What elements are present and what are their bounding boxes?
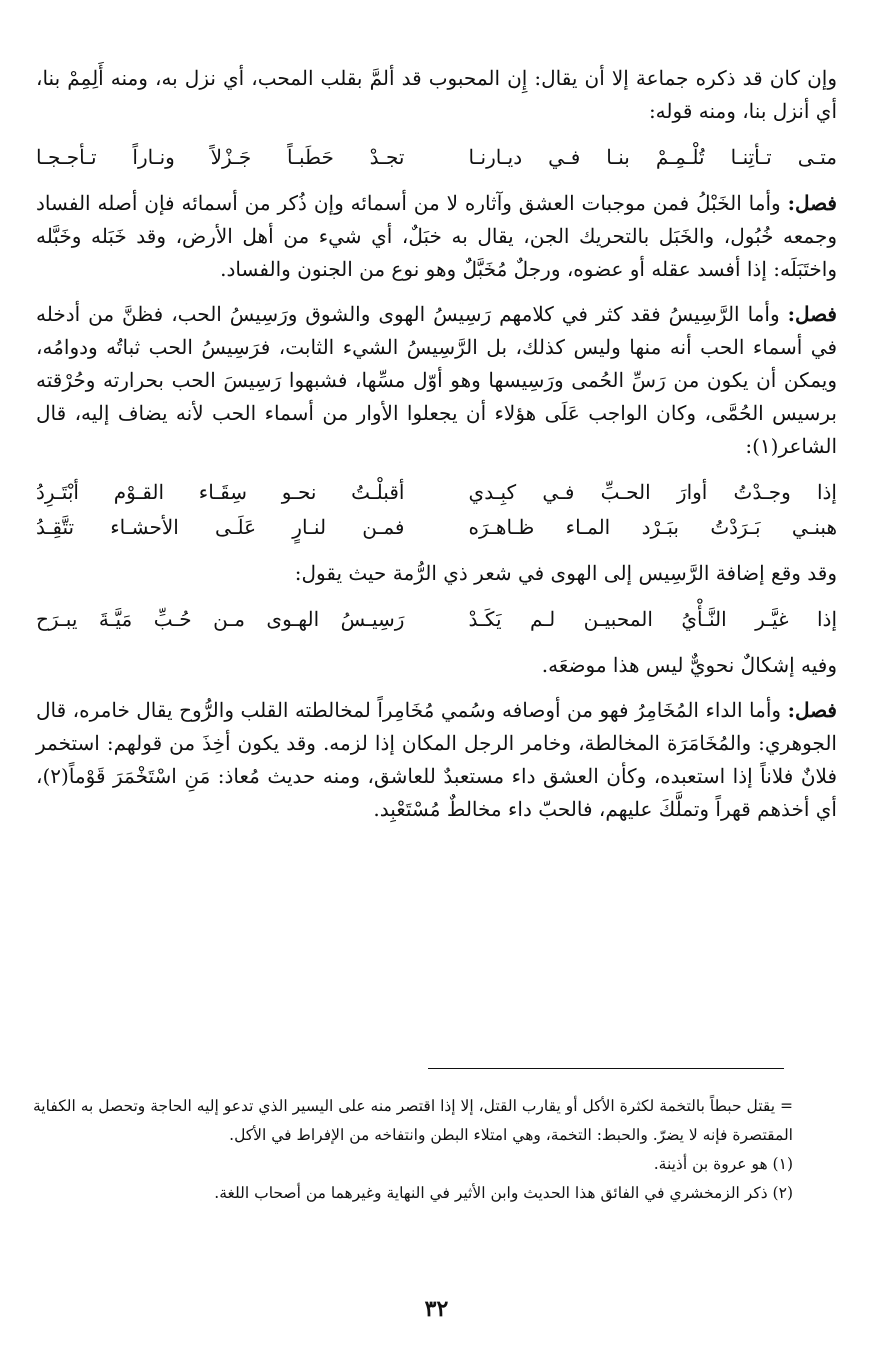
footnote-continuation: = يقتل حبطاً بالتخمة لكثرة الأكل أو يقارب القتل، إلا إذا اقتصر منه على اليسير الذي تدعو إليه الحاجة وتحصل به الكفاية المقتصرة فإنه لا يضرّ. والحبط: التخمة، وهي امتلاء البطن وانتفاخه من الإفراط في الأكل.	[33, 1097, 793, 1144]
verse-block-3	[36, 602, 837, 637]
paragraph-4	[36, 557, 837, 590]
verse-line	[36, 475, 837, 510]
paragraph-text: وأما الرَّسِيسُ فقد كثر في كلامهم رَسِيسُ الهوى والشوق ورَسِيسُ الحب، فظنَّ من أدخله في أسماء الحب أنه منها وليس كذلك، بل الرَّسِيسُ الشيء الثابت، فرَسِيسُ الحب ثباتُه ودوامُه، ويمكن أن يكون من رَسِّ الحُمى ورَسِيسها وهو أوّل مسِّها، فشبهوا رَسِيسَ الحب بحرارته وحُرْقته برسيس الحُمَّى، وكان الواجب عَلَى هؤلاء أن يجعلوا الأوار من أسماء الحب لأنه يضاف إليه، قال الشاعر(١):	[36, 302, 838, 458]
section-keyword: فصل:	[787, 302, 837, 326]
paragraph-text: وفيه إشكالٌ نحويٌّ ليس هذا موضعَه.	[541, 653, 837, 677]
paragraph-text: وإن كان قد ذكره جماعة إلا أن يقال: إِن المحبوب قد ألمَّ بقلب المحب، أي نزل به، ومنه أَلِمِمْ بنا، أي أنزل بنا، ومنه قوله:	[36, 66, 837, 123]
verse-line	[36, 510, 837, 545]
verse-block-1	[36, 140, 837, 175]
section-keyword: فصل:	[787, 698, 837, 722]
verse-second-hemistich: فمـن لنـارٍ عَلَـى الأحشـاء تتَّقِـدُ	[36, 515, 405, 539]
page-number: ٣٢	[424, 1296, 449, 1322]
footnotes	[33, 1092, 793, 1208]
paragraph-text: وقد وقع إضافة الرَّسِيس إلى الهوى في شعر ذي الرُّمة حيث يقول:	[294, 561, 837, 585]
paragraph-2	[36, 187, 837, 286]
verse-first-hemistich: إذا وجـدْتُ أوارَ الحـبِّ فـي كبِـدي	[468, 480, 837, 504]
footnote-1: (١) هو عروة بن أذينة.	[653, 1155, 793, 1173]
paragraph-text: وأما الداء المُخَامِرُ فهو من أوصافه وسُمي مُخَامِراً لمخالطته القلب والرُّوح يقال خامره، قال الجوهري: والمُخَامَرَة المخالطة، وخامر الرجل المكان إذا لزمه. وقد يكون أخِذَ من قولهم: استخمر فلانٌ فلاناً إذا استعبده، وكأن العشق داء مستعبدٌ للعاشق، ومنه حديث مُعاذ: مَنِ اسْتَخْمَرَ قَوْماً(٢)، أي أخذهم قهراً وتملَّكَ عليهم، فالحبّ داء مخالطٌ مُسْتَعْبِد.	[36, 698, 837, 821]
paragraph-6	[36, 694, 837, 826]
paragraph-1	[36, 62, 837, 128]
footnote-separator	[428, 1068, 784, 1069]
verse-first-hemistich: متـى تـأتِنـا تُلْـمِـمْ بنـا فـي ديـارنـا	[468, 145, 837, 169]
paragraph-3	[36, 298, 837, 463]
verse-block-2	[36, 475, 837, 545]
paragraph-5	[36, 649, 837, 682]
verse-first-hemistich: هبنـي بَـرَدْتُ ببَـرْد المـاء ظـاهـرَه	[468, 515, 837, 539]
verse-line	[36, 140, 837, 175]
section-keyword: فصل:	[787, 191, 837, 215]
verse-second-hemistich: أقبلْـتُ نحـو سِقَـاء القـوْم أبْتَـرِدُ	[36, 480, 405, 504]
verse-line	[36, 602, 837, 637]
verse-first-hemistich: إذا غيَّـر النَّـأْيُ المحبيـن لـم يَكَـدْ	[468, 607, 837, 631]
paragraph-text: وأما الخَبْلُ فمن موجبات العشق وآثاره لا من أسمائه وإن ذُكر من أسمائه فإن أصله الفساد وجمعه خُبُول، والخَبَل بالتحريك الجن، يقال به خبَلٌ، أي شيء من أهل الأرض، وقد خَبَله وخَبَّله واختَبَلَه: إذا أفسد عقله أو عضوه، ورجلٌ مُخَبَّلٌ وهو نوع من الجنون والفساد.	[36, 191, 837, 281]
verse-second-hemistich: رَسِيـسُ الهـوى مـن حُـبِّ مَيَّـةَ يبـرَح	[36, 607, 405, 631]
footnote-2: (٢) ذكر الزمخشري في الفائق هذا الحديث وابن الأثير في النهاية وغيرهما من أصحاب اللغة.	[214, 1184, 793, 1202]
verse-second-hemistich: تجـدْ حَطَبـاً جَـزْلاً ونـاراً تـأجـجـا	[36, 145, 405, 169]
